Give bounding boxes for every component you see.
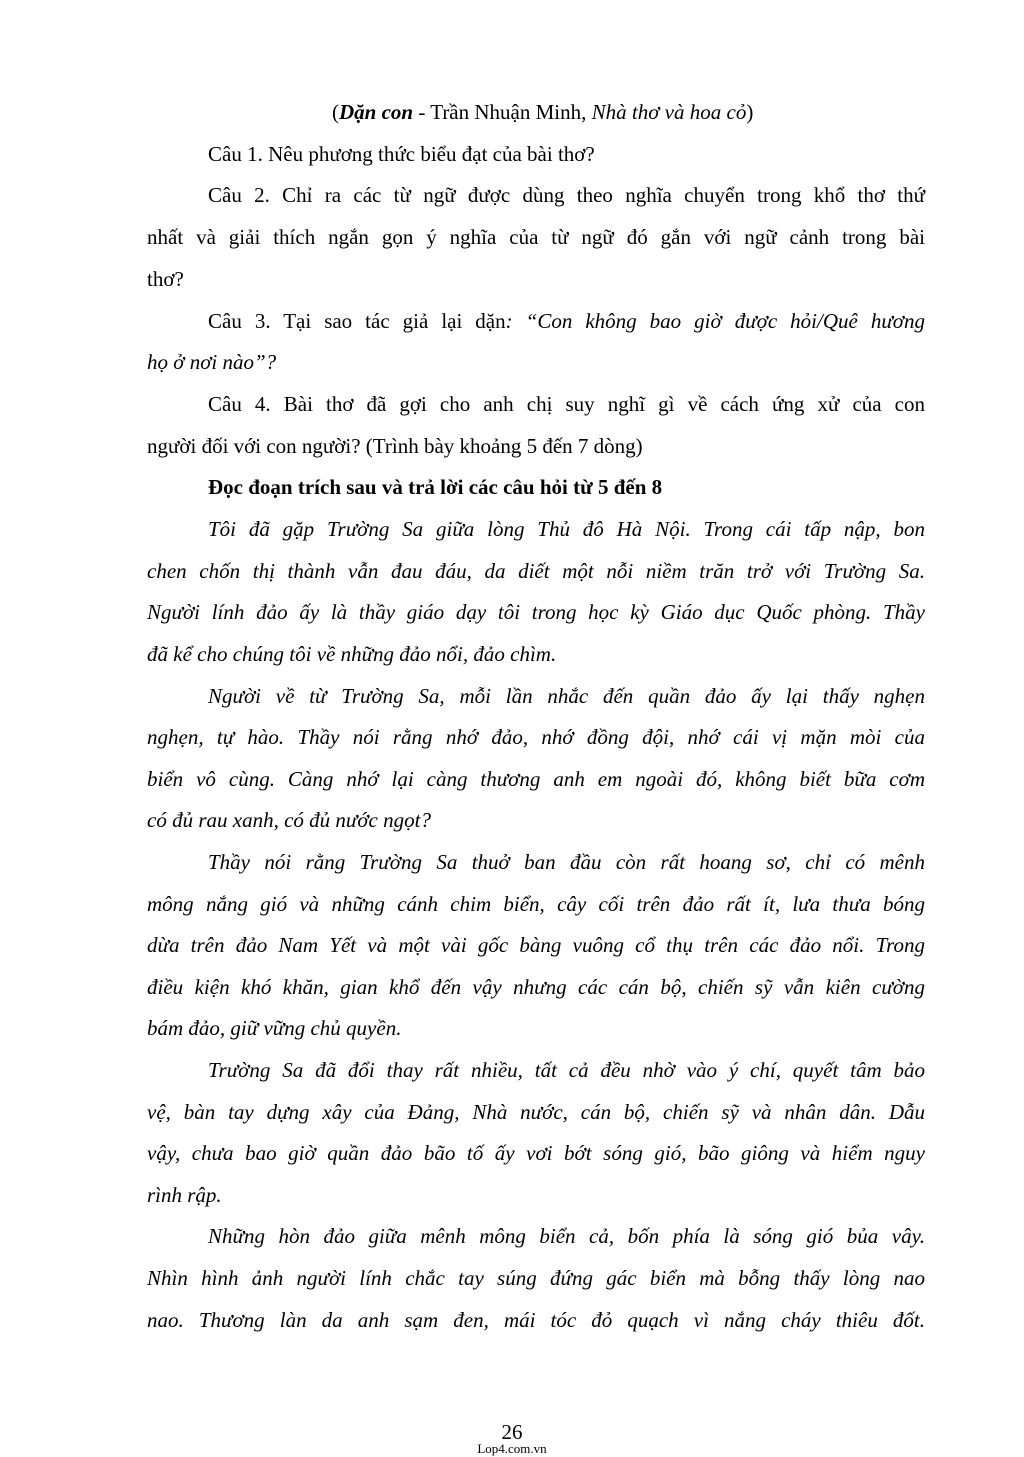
passage-p5-line-3: nao. Thương làn da anh sạm đen, mái tóc đỏ quạch vì nắng cháy thiêu đốt. (147, 1308, 925, 1332)
passage-p1-line-1: Tôi đã gặp Trường Sa giữa lòng Thủ đô Hà Nội. Trong cái tấp nập, bon (208, 517, 925, 541)
passage-p1-line-4: đã kể cho chúng tôi về những đảo nổi, đảo chìm. (147, 642, 557, 666)
question-3-quote: : “Con không bao giờ được hỏi/Quê hương (505, 309, 925, 333)
citation-close: ) (746, 100, 754, 124)
passage-p2-line-1: Người về từ Trường Sa, mỗi lần nhắc đến quần đảo ấy lại thấy nghẹn (208, 684, 925, 708)
passage-p5-line-2: Nhìn hình ảnh người lính chắc tay súng đứng gác biển mà bỗng thấy lòng nao (147, 1266, 925, 1290)
passage-p5-line-1: Những hòn đảo giữa mênh mông biển cả, bốn phía là sóng gió bủa vây. (208, 1224, 925, 1248)
passage-p4-line-2: vệ, bàn tay dựng xây của Đảng, Nhà nước, cán bộ, chiến sỹ và nhân dân. Dẫu (147, 1100, 925, 1124)
citation-book: Nhà thơ và hoa cỏ (591, 100, 747, 124)
passage-p1-line-2: chen chốn thị thành vẫn đau đáu, da diết một nỗi niềm trăn trở với Trường Sa. (147, 559, 925, 583)
page-number: 26 (501, 1420, 523, 1444)
passage-p2-line-4: có đủ rau xanh, có đủ nước ngọt? (147, 808, 431, 832)
question-2-line-1: Câu 2. Chỉ ra các từ ngữ được dùng theo nghĩa chuyển trong khổ thơ thứ (208, 183, 925, 207)
passage-p3-line-5: bám đảo, giữ vững chủ quyền. (147, 1016, 402, 1040)
passage-p3-line-4: điều kiện khó khăn, gian khổ đến vậy nhưng các cán bộ, chiến sỹ vẫn kiên cường (147, 975, 925, 999)
passage-p4-line-3: vậy, chưa bao giờ quần đảo bão tố ấy vơi bớt sóng gió, bão giông và hiểm nguy (147, 1141, 925, 1165)
poem-citation (332, 98, 1024, 126)
passage-p4-line-1: Trường Sa đã đổi thay rất nhiều, tất cả đều nhờ vào ý chí, quyết tâm bảo (208, 1058, 925, 1082)
passage-p3-line-1: Thầy nói rằng Trường Sa thuở ban đầu còn rất hoang sơ, chỉ có mênh (208, 850, 925, 874)
passage-p2-line-3: biển vô cùng. Càng nhớ lại càng thương anh em ngoài đó, không biết bữa cơm (147, 767, 925, 791)
question-3-line-2: họ ở nơi nào”? (147, 350, 277, 374)
question-4-line-2: người đối với con người? (Trình bày khoảng 5 đến 7 dòng) (147, 434, 643, 458)
passage-p1-line-3: Người lính đảo ấy là thầy giáo dạy tôi trong học kỳ Giáo dục Quốc phòng. Thầy (147, 600, 925, 624)
passage-p3-line-3: dừa trên đảo Nam Yết và một vài gốc bàng vuông cổ thụ trên các đảo nổi. Trong (147, 933, 925, 957)
citation-open: ( (332, 100, 339, 124)
reading-instruction: Đọc đoạn trích sau và trả lời các câu hỏi từ 5 đến 8 (208, 475, 663, 499)
question-2-line-2: nhất và giải thích ngắn gọn ý nghĩa của từ ngữ đó gắn với ngữ cảnh trong bài (147, 225, 925, 249)
passage-p2-line-2: nghẹn, tự hào. Thầy nói rằng nhớ đảo, nhớ đồng đội, nhớ cái vị mặn mòi của (147, 725, 925, 749)
question-4-line-1: Câu 4. Bài thơ đã gợi cho anh chị suy nghĩ gì về cách ứng xử của con (208, 392, 925, 416)
passage-p4-line-4: rình rập. (147, 1183, 222, 1207)
question-1: Câu 1. Nêu phương thức biểu đạt của bài thơ? (208, 142, 595, 166)
question-3-prefix: Câu 3. Tại sao tác giả lại dặn (208, 309, 506, 333)
citation-title: Dặn con (339, 100, 414, 124)
citation-author: - Trần Nhuận Minh, (413, 100, 592, 124)
passage-p3-line-2: mông nắng gió và những cánh chim biển, cây cối trên đảo rất ít, lưa thưa bóng (147, 892, 925, 916)
question-3-line-1 (208, 307, 925, 335)
question-2-line-3: thơ? (147, 267, 184, 291)
footer-site-name: Lop4.com.vn (477, 1441, 547, 1456)
